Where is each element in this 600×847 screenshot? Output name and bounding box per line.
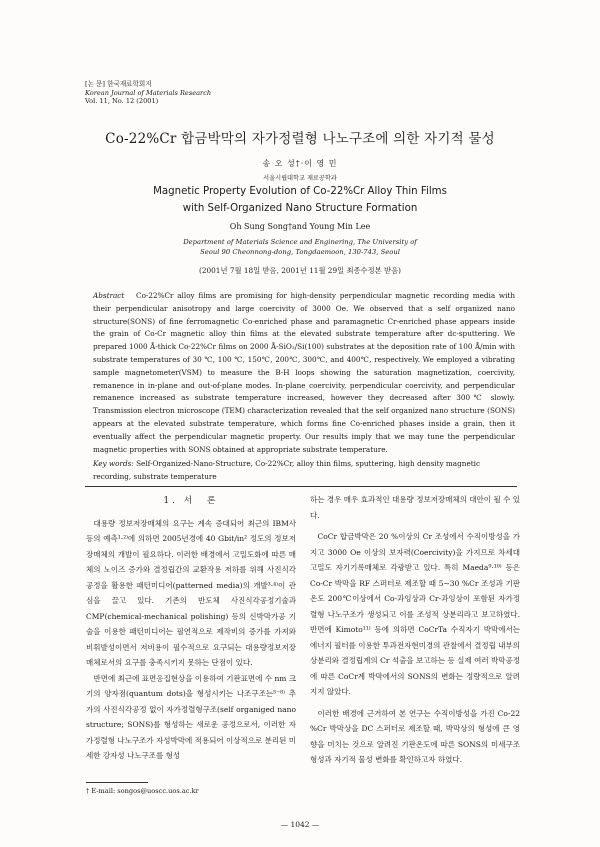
body-paragraph: 반면에 최근에 표면응집현상을 이용하여 기판표면에 수 nm 크기의 양자점(quantum dots)을 형성시키는 나조구조는⁵⁻⁸⁾ 추가의 사진식각공정 없이 자가정렬형구조(self organiged nano structure; SONS)를 형성하는 새로운 공정으로서, 이러한 자가정렬형 나노구조가 자성박막에 적용되어 이상적으로 분리된 미세한 강자성 나노구조를 형성 xyxy=(86,673,297,760)
authors-korean: 송 오 성†·이 영 민 xyxy=(262,159,338,168)
affiliation-english-line2: Seoul 90 Cheonnong-dong, Tongdaemoon, 130-743, Seoul xyxy=(200,248,400,256)
journal-name-ko: [논 문] 한국재료학회지 xyxy=(85,80,152,88)
body-paragraph: CoCr 합금박막은 20 %이상의 Cr 조성에서 수직이방성을 가지고 3000 Oe 이상의 보자력(Coercivity)을 가지므로 차세대 고밀도 자기기록매체로 각광받고 있다. 특히 Maeda⁹·¹⁰⁾ 등은 Co-Cr 박막을 RF 스퍼터로 제조할 때 5∼30 %Cr 조성과 기판온도 200℃이상에서 Co-과잉상과 Cr-과잉상이 포함된 자가정렬형 나노구조가 생성되고 이를 조성적 상분리라고 보고하였다. 반면에 Kimoto¹¹⁾ 등에 의하면 CoCrTa 수직자기 박막에서는 에너지 필터를 이용한 투과전자현미경의 관찰에서 결정립 내부의 상분리와 결정립계의 Cr 석출을 보고하는 등 실제 여러 박막공정에 따른 CoCr계 박막에서의 SONS의 변화는 정량적으로 알려지지 않았다. xyxy=(310,532,520,696)
abstract xyxy=(93,290,515,456)
journal-header xyxy=(85,80,211,106)
body-paragraph: 이러한 배경에 근거하여 본 연구는 수직이방성을 가진 Co-22 %Cr 박막상을 DC 스퍼터로 제조할 때, 박막상의 형성에 큰 영향을 미치는 것으로 알려진 기판온도에 따른 SONS의 미세구조형성과 자기적 물성 변화를 확인하고자 하였다. xyxy=(310,708,520,764)
body-paragraph: 대용량 정보저장매체의 요구는 계속 증대되어 최근의 IBM사 등의 예측¹·²⁾에 의하면 2005년경에 40 Gbit/in² 정도의 정보저장매체의 개발이 필요하다. 이러한 배경에서 고밀도화에 따른 매체의 노이즈 증가와 결정립간의 교환작용 저하를 위해 사진식각공정을 활용한 패턴미디어(patterned media)의 개발³·⁴⁾이 관심을 끌고 있다. 기존의 반도체 사진식각공정기술과 CMP(chemical-mechanical polishing) 등의 신박막가공 기술을 이용한 패턴미디어는 필연적으로 제작비의 증가를 가져와 비휘발성이면서 저비용이 필수적으로 요구되는 대용량정보저장매체로서의 요구를 충족시키지 못하는 단점이 있다. xyxy=(86,518,296,667)
title-english xyxy=(0,183,600,217)
journal-name-en: Korean Journal of Materials Research xyxy=(85,88,212,97)
right-column xyxy=(310,492,520,768)
authors-english: Oh Sung Song†and Young Min Lee xyxy=(229,222,371,231)
page-number: — 1042 — xyxy=(280,820,320,829)
title-english-line1: Magnetic Property Evolution of Co-22%Cr Alloy Thin Films xyxy=(153,186,447,197)
keywords-label: Key words: xyxy=(93,459,134,468)
keywords xyxy=(93,458,515,484)
section-heading-introduction: 1. 서 론 xyxy=(163,496,219,506)
title-korean: Co-22%Cr 합금박막의 자가정렬형 나노구조에 의한 자기적 물성 xyxy=(105,131,495,147)
left-column xyxy=(86,492,296,764)
section-divider xyxy=(85,486,517,487)
abstract-label: Abstract xyxy=(93,291,125,300)
keywords-text: Self-Organized-Nano-Structure, Co-22%Cr, alloy thin films, sputtering, high density magnetic recording, substrate temperature xyxy=(93,459,481,481)
abstract-text: Co-22%Cr alloy films are promising for high-density perpendicular magnetic recording media with their perpendicular anisotropy and large coercivity of 3000 Oe. We observed that a self organized nano structure(SONS) of fine ferromagnetic Co-enriched phase and paramagnetic Cr-enriched phase appears inside the grain of Co-Cr magnetic alloy thin films at the elevated substrate temperature after dc-sputtering. We prepared 1000 Å-thick Co-22%Cr films on 2000 Å-SiO₂/Si(100) substrates at the deposition rate of 100 Å/min with substrate temperatures of 30 ℃, 100 ℃, 150℃, 200℃, 300℃, and 400℃, respectively. We employed a vibrating sample magnetometer(VSM) to measure the B-H loops showing the saturation magnetization, coercivity, remanence in in-plane and out-of-plane modes. In-plane coercivity, perpendicular coercivity, and perpendicular remanence increased as substrate temperature increased, however they decreased after 300℃ slowly. Transmission electron microscope (TEM) characterization revealed that the self organized nano structure (SONS) appears at the elevated substrate temperature, which forms fine Co-enriched phases inside a grain, then it eventually affect the perpendicular magnetic property. Our results imply that we may tune the perpendicular magnetic properties with SONS obtained at appropriate substrate temperature. xyxy=(93,291,515,454)
body-paragraph: 하는 경우 매우 효과적인 대용량 정보저장매체의 대안이 될 수 있다. xyxy=(310,495,520,520)
affiliation-english-line1: Department of Materials Science and Enginering, The University of xyxy=(183,238,417,246)
journal-volume: Vol. 11, No. 12 (2001) xyxy=(85,97,159,106)
affiliation-english xyxy=(0,237,600,257)
affiliation-korean: 서울시립대학교 재료공학과 xyxy=(263,175,337,182)
footnote-email: † E-mail: songos@uoscc.uos.ac.kr xyxy=(86,787,199,795)
received-dates: (2001년 7월 18일 받음, 2001년 11월 29일 최종수정본 받음) xyxy=(199,266,401,275)
footnote-divider xyxy=(86,782,148,783)
title-english-line2: with Self-Organized Nano Structure Formation xyxy=(182,203,418,214)
